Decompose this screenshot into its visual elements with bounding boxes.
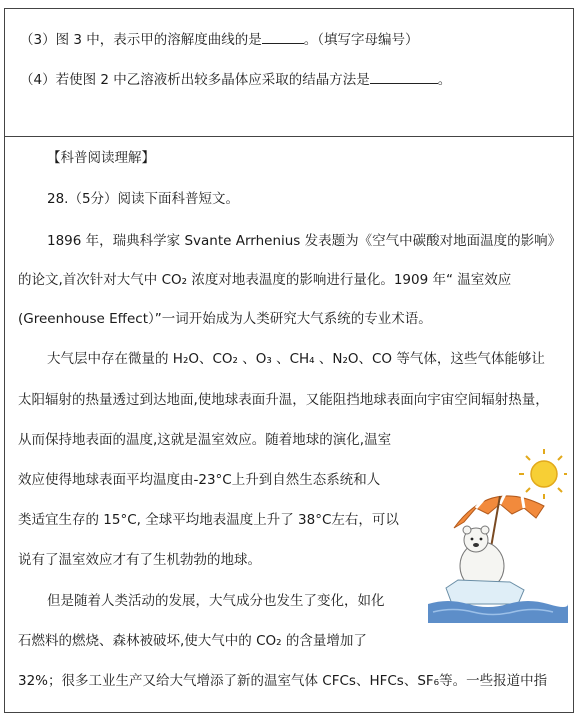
para-line-12: 32%；很多工业生产又给大气增添了新的温室气体 CFCs、HFCs、SF₆等。一些报道中指 [18, 673, 548, 689]
para-line-6: 从而保持地表面的温度,这就是温室效应。随着地球的演化,温室 [18, 432, 392, 448]
question-4: （4）若使图 2 中乙溶液析出较多晶体应采取的结晶方法是 。 [20, 69, 451, 89]
para-line-10: 但是随着人类活动的发展，大气成分也发生了变化，如化 [47, 593, 385, 609]
para-line-2: 的论文,首次针对大气中 CO₂ 浓度对地表温度的影响进行量化。1909 年“ 温室效应 [18, 272, 512, 288]
para-line-9: 说有了温室效应才有了生机勃勃的地球。 [18, 552, 261, 568]
para-line-4: 大气层中存在微量的 H₂O、CO₂ 、O₃ 、CH₄ 、N₂O、CO 等气体，这些气体能够让 [47, 351, 545, 367]
section-divider [5, 136, 573, 137]
question-28-heading: 28.（5分）阅读下面科普短文。 [47, 191, 240, 207]
sun-icon [519, 449, 567, 499]
para-line-8: 类适宜生存的 15°C, 全球平均地表温度上升了 38°C左右，可以 [18, 512, 399, 528]
section-title: 【科普阅读理解】 [47, 150, 155, 166]
answer-blank-4[interactable] [370, 69, 438, 84]
ice-floe-icon [446, 580, 524, 604]
para-line-1: 1896 年，瑞典科学家 Svante Arrhenius 发表题为《空气中碳酸对地面温度的影响》 [47, 233, 562, 249]
para-line-3: (Greenhouse Effect）”一词开始成为人类研究大气系统的专业术语。 [18, 311, 432, 327]
answer-blank-3[interactable] [262, 29, 304, 44]
para-line-11: 石燃料的燃烧、森林被破坏,使大气中的 CO₂ 的含量增加了 [18, 633, 367, 649]
question-3: （3）图 3 中，表示甲的溶解度曲线的是 。（填写字母编号） [20, 29, 419, 49]
para-line-7: 效应使得地球表面平均温度由-23°C上升到自然生态系统和人 [18, 472, 381, 488]
polar-bear-illustration [428, 448, 568, 623]
para-line-5: 太阳辐射的热量透过到达地面,使地球表面升温，又能阻挡地球表面向宇宙空间辐射热量， [18, 392, 549, 408]
